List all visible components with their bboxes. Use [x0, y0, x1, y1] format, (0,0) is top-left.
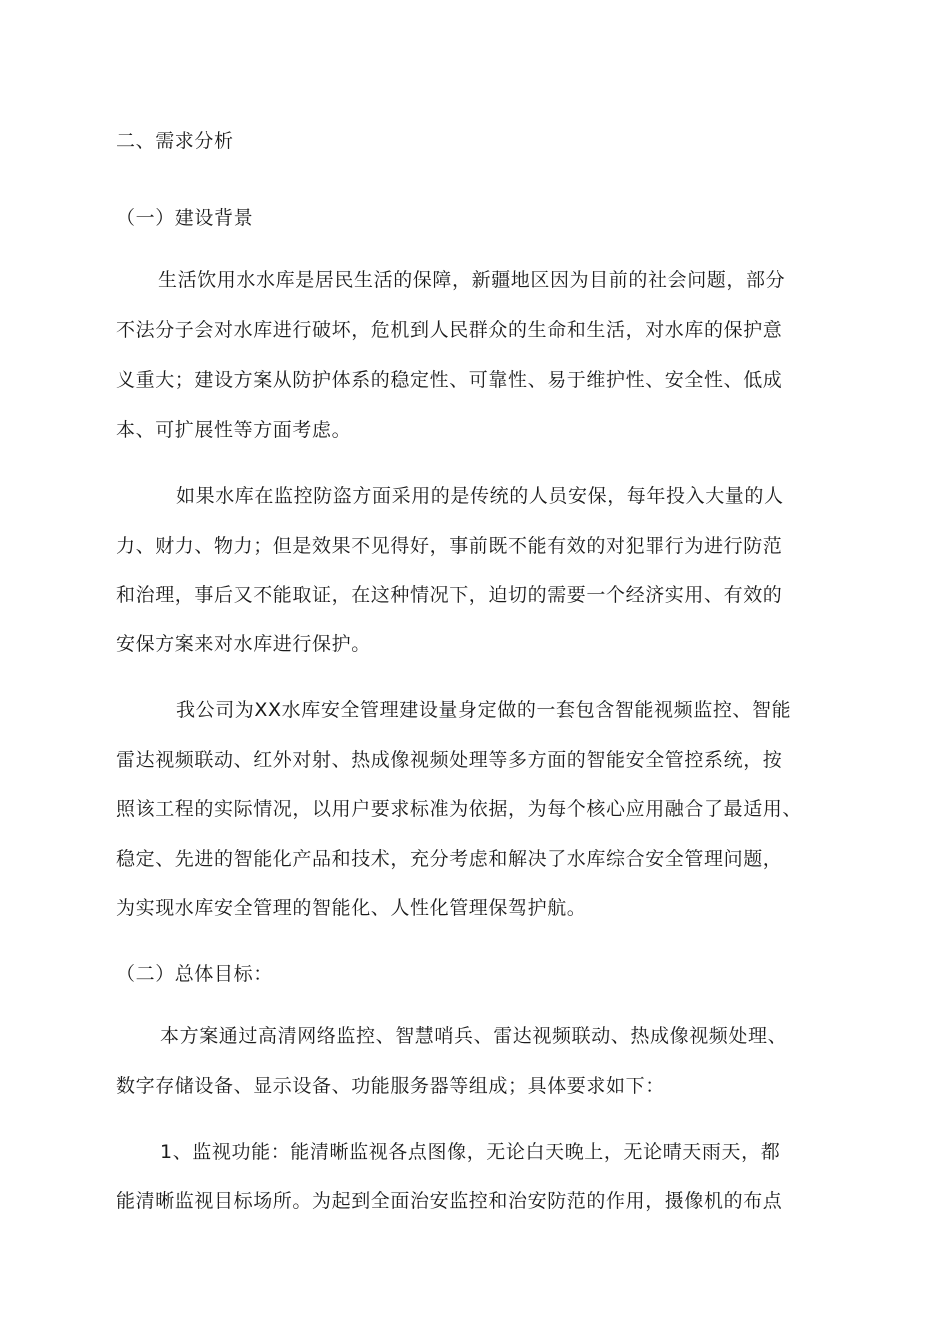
paragraph-line: 如果水库在监控防盗方面采用的是传统的人员安保，每年投入大量的人: [176, 485, 784, 507]
paragraph-line: 我公司为XX水库安全管理建设量身定做的一套包含智能视频监控、智能: [176, 699, 792, 721]
subheading-objectives: （二）总体目标：: [116, 963, 273, 985]
paragraph-line: 不法分子会对水库进行破坏，危机到人民群众的生命和生活，对水库的保护意: [116, 319, 783, 341]
paragraph-line: 力、财力、物力；但是效果不见得好，事前既不能有效的对犯罪行为进行防范: [116, 535, 783, 557]
paragraph-line: 本、可扩展性等方面考虑。: [116, 419, 352, 441]
paragraph-line: 生活饮用水水库是居民生活的保障，新疆地区因为目前的社会问题，部分: [158, 269, 786, 291]
subheading-background: （一）建设背景: [116, 207, 254, 229]
paragraph-line: 数字存储设备、显示设备、功能服务器等组成；具体要求如下：: [116, 1075, 665, 1097]
paragraph-line: 义重大；建设方案从防护体系的稳定性、可靠性、易于维护性、安全性、低成: [116, 369, 783, 391]
paragraph-line: 为实现水库安全管理的智能化、人性化管理保驾护航。: [116, 897, 587, 919]
paragraph-line: 本方案通过高清网络监控、智慧哨兵、雷达视频联动、热成像视频处理、: [160, 1025, 788, 1047]
paragraph-line: 能清晰监视目标场所。为起到全面治安监控和治安防范的作用，摄像机的布点: [116, 1190, 783, 1212]
paragraph-line: 照该工程的实际情况，以用户要求标准为依据，为每个核心应用融合了最适用、: [116, 798, 803, 820]
paragraph-line: 雷达视频联动、红外对射、热成像视频处理等多方面的智能安全管控系统，按: [116, 749, 783, 771]
paragraph-line: 1、监视功能：能清晰监视各点图像，无论白天晚上，无论晴天雨天，都: [160, 1141, 781, 1163]
paragraph-line: 稳定、先进的智能化产品和技术，充分考虑和解决了水库综合安全管理问题，: [116, 848, 783, 870]
paragraph-line: 安保方案来对水库进行保护。: [116, 633, 371, 655]
section-heading: 二、需求分析: [116, 130, 234, 152]
paragraph-line: 和治理，事后又不能取证，在这种情况下，迫切的需要一个经济实用、有效的: [116, 584, 783, 606]
